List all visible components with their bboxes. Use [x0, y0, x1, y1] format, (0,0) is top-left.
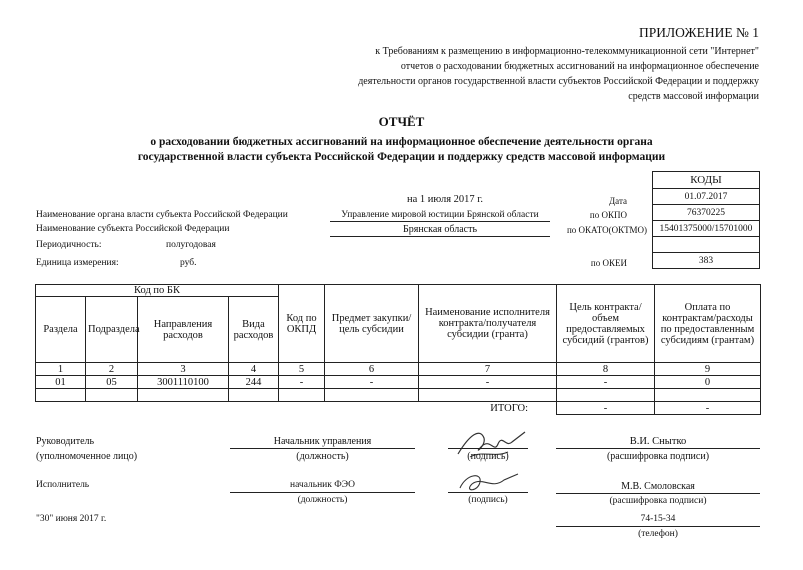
table-cell [36, 389, 86, 402]
authority-label: Наименование органа власти субъекта Российской Федерации [36, 210, 288, 220]
column-number: 9 [655, 363, 761, 376]
bk-group-header: Код по БК [36, 285, 279, 297]
phone-underline [556, 526, 760, 527]
table-cell: 05 [86, 376, 138, 389]
appendix-line: отчетов о расходовании бюджетных ассигнований на информационное обеспечение [400, 61, 759, 72]
okei-code: 383 [653, 253, 760, 269]
name-caption: (расшифровка подписи) [606, 451, 710, 462]
codes-table [652, 171, 760, 269]
table-cell: - [325, 376, 419, 389]
table-cell: - [557, 376, 655, 389]
table-cell [325, 389, 419, 402]
region-underline [330, 236, 550, 237]
appendix-line: деятельности органов государственной власти субъектов Российской Федерации и поддержку [358, 76, 759, 87]
period-label: Периодичность: [36, 240, 102, 250]
authority-underline [330, 221, 550, 222]
table-cell [138, 389, 229, 402]
head-name: В.И. Снытко [629, 436, 687, 447]
executor-signature-underline [448, 492, 528, 493]
empty-code [653, 237, 760, 253]
table-cell [279, 389, 325, 402]
column-header: Код по ОКПД [279, 285, 325, 363]
okpo-label: по ОКПО [589, 210, 627, 220]
codes-header: КОДЫ [653, 172, 760, 189]
signing-date: "30" июня 2017 г. [36, 514, 107, 524]
column-number: 4 [229, 363, 279, 376]
position-caption: (должность) [297, 495, 348, 505]
report-subtitle: государственной власти субъекта Российской Федерации и поддержку средств массовой информации [137, 151, 666, 163]
table-row [36, 389, 761, 402]
period-value: полугодовая [166, 240, 216, 250]
executor-name-underline [556, 493, 760, 494]
table-cell [86, 389, 138, 402]
column-header: Раздела [36, 297, 86, 363]
report-title: ОТЧЁТ [378, 114, 425, 129]
executor-name: М.В. Смоловская [621, 481, 695, 492]
budget-table [35, 284, 761, 415]
table-cell [557, 389, 655, 402]
head-position-underline [230, 448, 415, 449]
head-label-2: (уполномоченное лицо) [36, 451, 138, 462]
phone-caption: (телефон) [638, 529, 678, 539]
date-code: 01.07.2017 [653, 189, 760, 205]
executor-signature-icon [452, 468, 522, 498]
total-label: ИТОГО: [490, 402, 528, 414]
okei-label: по ОКЕИ [590, 258, 627, 268]
column-number: 8 [557, 363, 655, 376]
appendix-line: к Требованиям к размещению в информационно-телекоммуникационной сети "Интернет" [375, 46, 759, 57]
okato-code: 15401375000/15701000 [653, 221, 760, 237]
date-label: Дата [609, 196, 627, 206]
executor-position-underline [230, 492, 415, 493]
column-header: Наименование исполнителя контракта/получателя субсидии (гранта) [419, 285, 557, 363]
column-number: 1 [36, 363, 86, 376]
position-caption: (должность) [296, 451, 349, 462]
column-number: 3 [138, 363, 229, 376]
phone-number: 74-15-34 [640, 514, 676, 524]
name-caption: (расшифровка подписи) [609, 496, 707, 506]
appendix-title: ПРИЛОЖЕНИЕ № 1 [638, 25, 759, 40]
column-number: 6 [325, 363, 419, 376]
column-header: Вида расходов [229, 297, 279, 363]
unit-value: руб. [180, 258, 197, 268]
column-number: 2 [86, 363, 138, 376]
report-subtitle: о расходовании бюджетных ассигнований на информационное обеспечение деятельности органа [150, 136, 653, 148]
column-header: Предмет закупки/цель субсидии [325, 285, 419, 363]
appendix-line: средств массовой информации [628, 91, 759, 102]
table-row [36, 376, 761, 389]
unit-label: Единица измерения: [36, 258, 119, 268]
table-cell: - [279, 376, 325, 389]
head-label: Руководитель [36, 436, 95, 447]
column-header: Направления расходов [138, 297, 229, 363]
table-cell: 244 [229, 376, 279, 389]
table-cell: - [419, 376, 557, 389]
region-label: Наименование субъекта Российской Федерации [36, 224, 230, 234]
signature-caption: (подпись) [468, 495, 508, 505]
column-header: Цель контракта/объем предоставляемых субсидий (грантов) [557, 285, 655, 363]
table-cell: 3001110100 [138, 376, 229, 389]
signature-caption: (подпись) [467, 451, 509, 462]
column-header: Оплата по контрактам/расходы по предоставленным субсидиям (грантам) [655, 285, 761, 363]
table-cell [419, 389, 557, 402]
head-position: Начальник управления [273, 436, 372, 447]
table-cell: 01 [36, 376, 86, 389]
table-cell [229, 389, 279, 402]
head-name-underline [556, 448, 760, 449]
okato-label: по ОКАТО(ОКТМО) [566, 225, 647, 235]
table-cell [655, 389, 761, 402]
column-number: 7 [419, 363, 557, 376]
authority-value: Управление мировой юстиции Брянской области [341, 210, 539, 220]
executor-position: начальник ФЭО [290, 480, 355, 490]
total-row [36, 402, 761, 415]
column-number: 5 [279, 363, 325, 376]
region-value: Брянская область [402, 224, 477, 235]
column-header: Подраздела [86, 297, 138, 363]
table-cell: 0 [655, 376, 761, 389]
report-date: на 1 июля 2017 г. [406, 194, 484, 205]
executor-label: Исполнитель [36, 480, 90, 490]
total-cell: - [655, 402, 761, 415]
okpo-code: 76370225 [653, 205, 760, 221]
head-signature-underline [448, 448, 528, 449]
total-cell: - [557, 402, 655, 415]
